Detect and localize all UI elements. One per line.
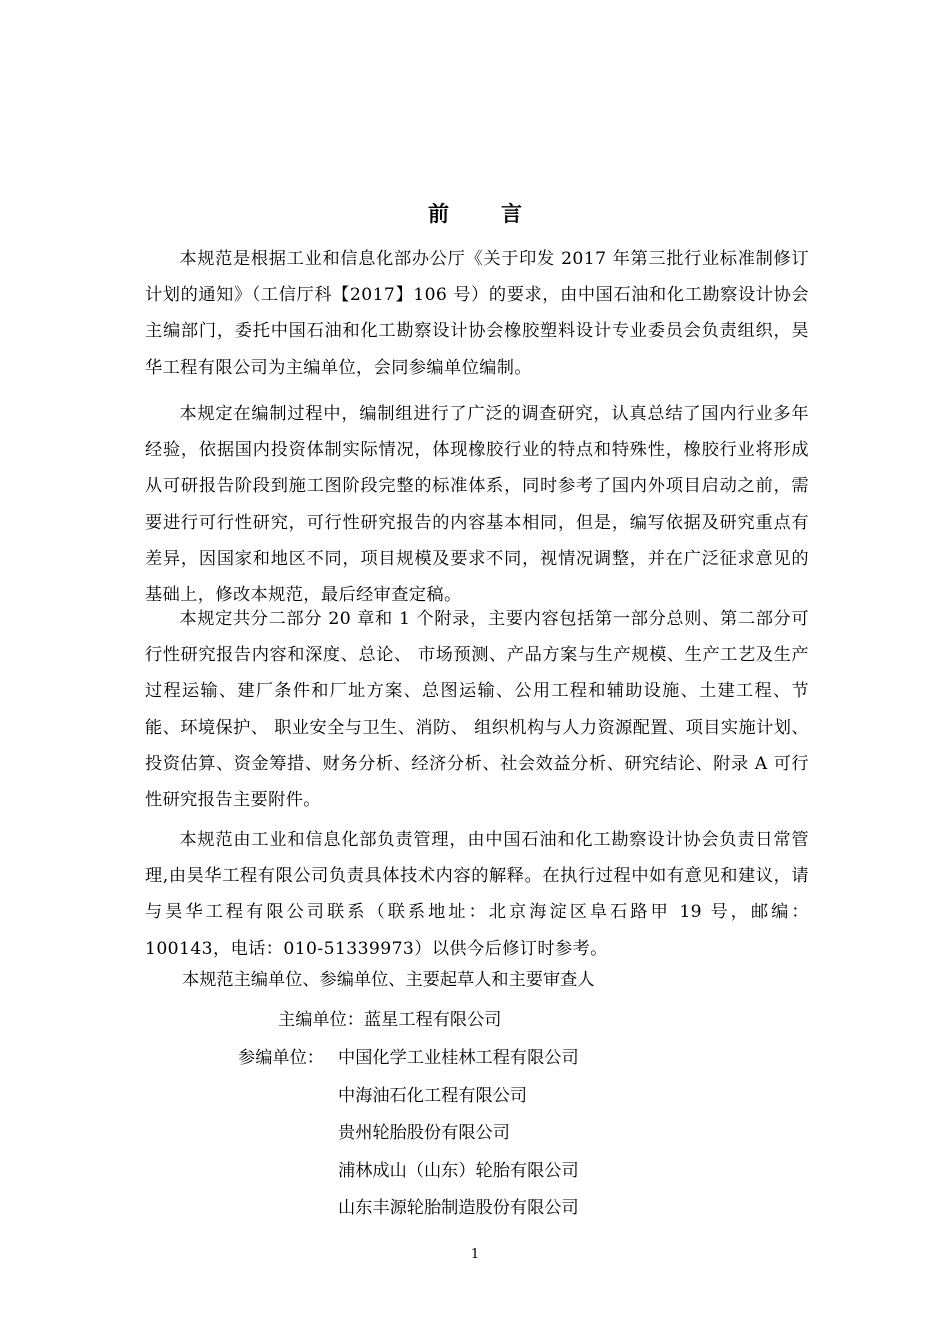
paragraph-units-intro: 本规范主编单位、参编单位、主要起草人和主要审查人	[182, 970, 595, 990]
paragraph-basis: 本规范是根据工业和信息化部办公厅《关于印发 2017 年第三批行业标准制修订计划的通知》（工信厅科【2017】106 号）的要求，由中国石油和化工勘察设计协会主编部门，委托中国石油和化工勘察设计协会橡胶塑料设计专业委员会负责组织，昊华工程有限公司为主编单位，会同参编单位编制。	[145, 249, 809, 378]
chief-unit-row	[278, 1002, 501, 1038]
title-char-1: 前	[428, 202, 449, 226]
page-number: 1	[470, 1247, 480, 1262]
page-title	[0, 198, 950, 228]
participating-units-label: 参编单位：	[238, 1048, 324, 1068]
participating-unit: 山东丰源轮胎制造股份有限公司	[338, 1198, 579, 1218]
chief-unit-name: 蓝星工程有限公司	[363, 1010, 502, 1030]
chief-unit-label: 主编单位：	[278, 1010, 364, 1030]
paragraph-process: 本规定在编制过程中，编制组进行了广泛的调查研究，认真总结了国内行业多年经验，依据国内投资体制实际情况，体现橡胶行业的特点和特殊性，橡胶行业将形成从可研报告阶段到施工图阶段完整的标准体系，同时参考了国内外项目启动之前，需要进行可行性研究，可行性研究报告的内容基本相同，但是，编写依据及研究重点有差异，因国家和地区不同，项目规模及要求不同，视情况调整，并在广泛征求意见的基础上，修改本规范，最后经审查定稿。	[145, 404, 809, 606]
participating-unit: 浦林成山（山东）轮胎有限公司	[338, 1160, 579, 1181]
participating-unit: 中国化学工业桂林工程有限公司	[338, 1048, 579, 1068]
participating-unit: 中海油石化工程有限公司	[338, 1085, 528, 1106]
participating-unit: 贵州轮胎股份有限公司	[338, 1123, 510, 1143]
paragraph-management: 本规范由工业和信息化部负责管理，由中国石油和化工勘察设计协会负责日常管理,由昊华工程有限公司负责具体技术内容的解释。在执行过程中如有意见和建议，请与昊华工程有限公司联系（联系地址：北京海淀区阜石路甲 19 号，邮编：100143，电话：010-51339973）以供今后修订时参考。	[145, 830, 809, 959]
participating-units-list	[338, 1040, 579, 1228]
paragraph-contents: 本规定共分二部分 20 章和 1 个附录，主要内容包括第一部分总则、第二部分可行性研究报告内容和深度、总论、 市场预测、产品方案与生产规模、生产工艺及生产过程运输、建厂条件和厂址方案、总图运输、公用工程和辅助设施、土建工程、节能、环境保护、 职业安全与卫生、消防、 组织机构与人力资源配置、项目实施计划、投资估算、资金筹措、财务分析、经济分析、社会效益分析、研究结论、附录 A 可行性研究报告主要附件。	[145, 609, 809, 811]
title-char-2: 言	[501, 202, 522, 226]
